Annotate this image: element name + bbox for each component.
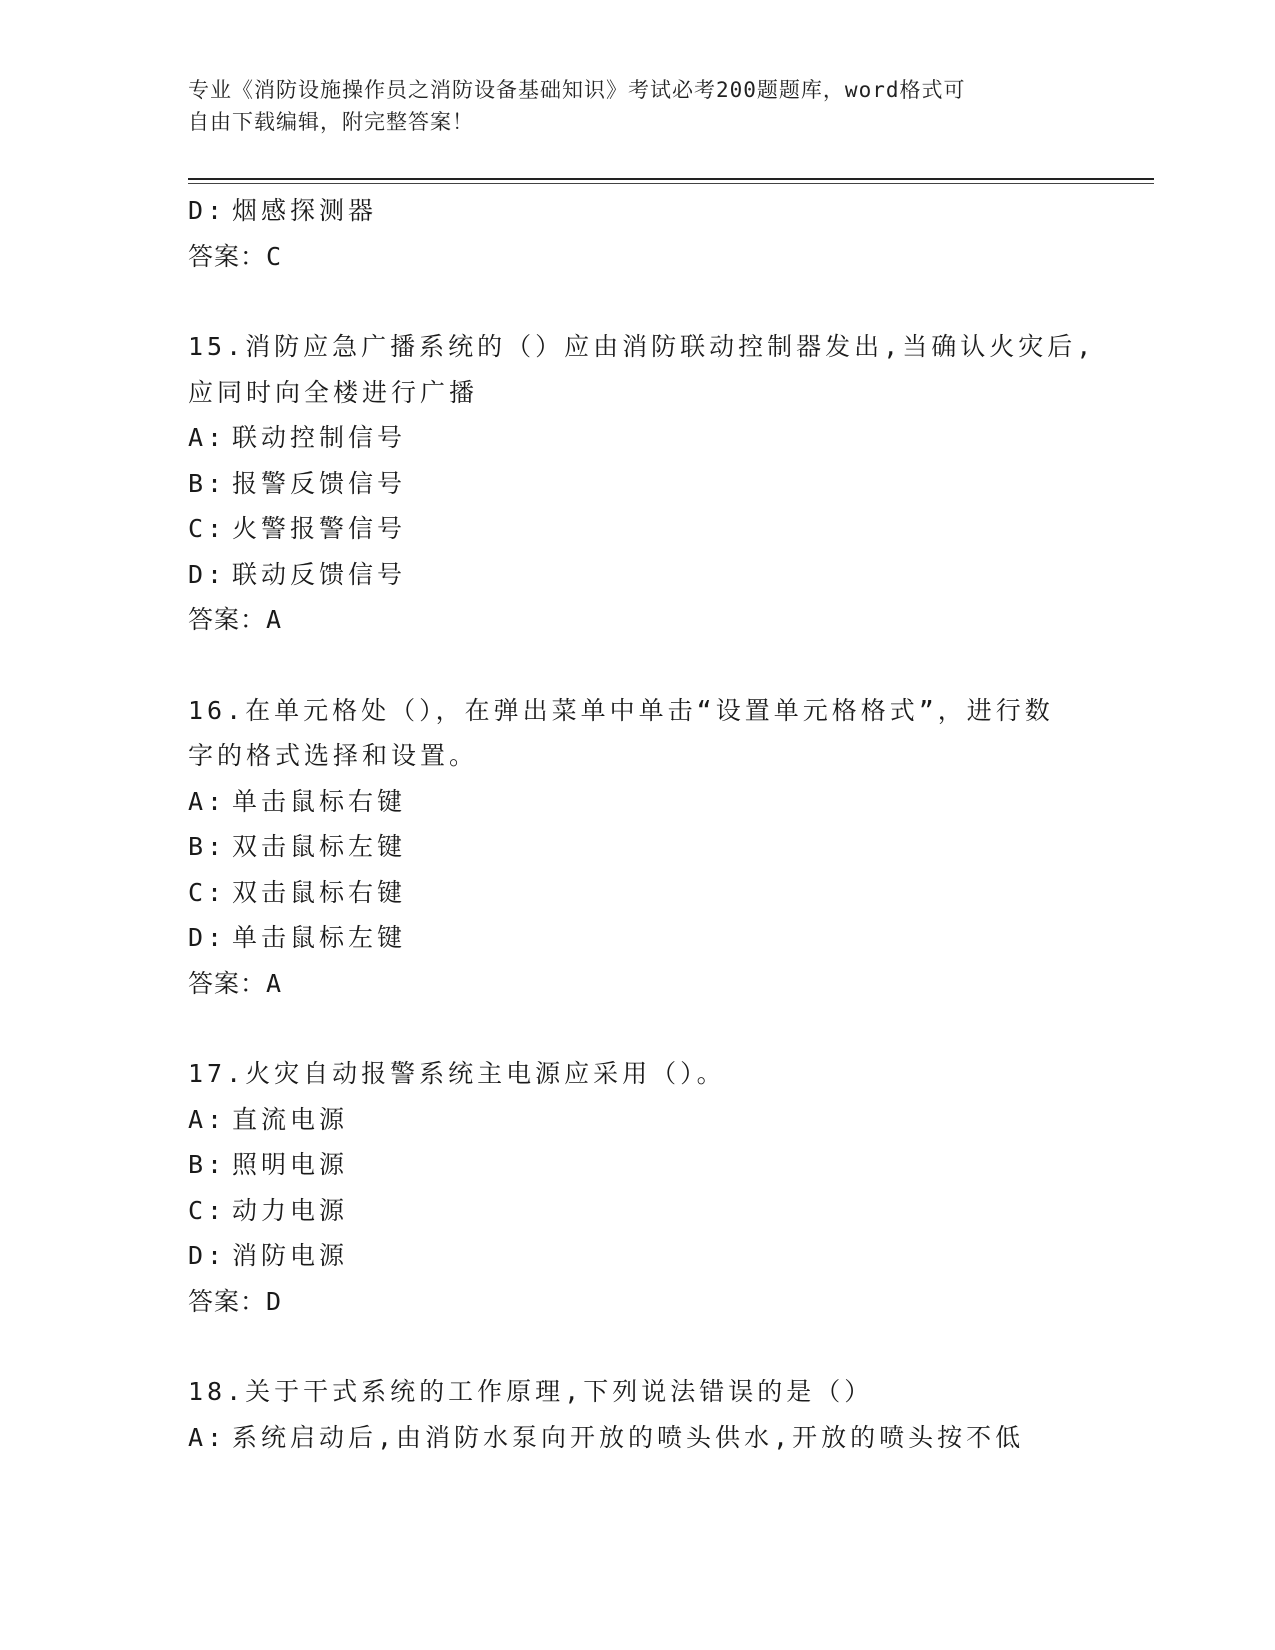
question-18	[188, 1369, 1088, 1460]
question-text-line: 15.消防应急广播系统的（）应由消防联动控制器发出,当确认火灾后,	[188, 332, 1096, 361]
option-key: D:	[188, 1241, 227, 1270]
question-spacer	[188, 1006, 1088, 1051]
answer-label: 答案：	[188, 968, 267, 998]
option-b	[188, 461, 1088, 507]
answer-label: 答案：	[188, 1286, 267, 1316]
option-b	[188, 824, 1088, 870]
option-d	[188, 188, 1088, 234]
header-line-1: 专业《消防设施操作员之消防设备基础知识》考试必考200题题库，word格式可	[188, 78, 966, 102]
option-text: 消防电源	[232, 1241, 349, 1270]
option-key: B:	[188, 468, 227, 498]
option-text: 单击鼠标右键	[232, 786, 407, 816]
question-15	[188, 324, 1096, 643]
question-text-line: 17.火灾自动报警系统主电源应采用（）。	[188, 1059, 726, 1088]
answer-label: 答案：	[188, 241, 267, 271]
option-key: A:	[188, 786, 227, 816]
option-text: 系统启动后,由消防水泵向开放的喷头供水,开放的喷头按不低	[232, 1422, 1025, 1452]
option-text: 双击鼠标左键	[232, 832, 407, 861]
option-a	[188, 415, 1088, 461]
question-spacer	[188, 1324, 1088, 1369]
option-key: C:	[188, 1195, 227, 1225]
option-text: 照明电源	[232, 1150, 349, 1179]
question-text-line: 字的格式选择和设置。	[188, 741, 479, 770]
question-17	[188, 1051, 1088, 1324]
option-key: A:	[188, 423, 227, 452]
option-text: 动力电源	[232, 1195, 349, 1225]
option-key: D:	[188, 196, 227, 225]
answer-label: 答案：	[188, 605, 267, 634]
option-key: B:	[188, 1150, 227, 1179]
question-spacer	[188, 643, 1088, 688]
option-b	[188, 1142, 1088, 1188]
option-key: A:	[188, 1104, 227, 1134]
option-c	[188, 1188, 1088, 1234]
option-a	[188, 1415, 1088, 1461]
header-divider-thin	[188, 183, 1154, 184]
option-key: C:	[188, 877, 227, 907]
option-key: D:	[188, 559, 227, 589]
option-a	[188, 1097, 1088, 1143]
option-d	[188, 552, 1088, 598]
option-text: 烟感探测器	[232, 196, 378, 225]
option-key: A:	[188, 1422, 227, 1452]
option-key: D:	[188, 923, 227, 952]
option-d	[188, 1233, 1088, 1279]
option-key: B:	[188, 832, 227, 861]
header-divider-thick	[188, 178, 1154, 180]
question-16	[188, 688, 1088, 1007]
option-text: 联动控制信号	[232, 423, 407, 452]
question-spacer	[188, 279, 1088, 324]
answer-value: C	[266, 241, 283, 271]
answer-line	[188, 597, 1088, 643]
answer-value: A	[266, 605, 283, 634]
question-text-line: 18.关于干式系统的工作原理,下列说法错误的是（）	[188, 1377, 874, 1406]
option-text: 报警反馈信号	[232, 468, 407, 498]
option-text: 火警报警信号	[232, 514, 407, 543]
option-key: C:	[188, 514, 227, 543]
option-text: 联动反馈信号	[232, 559, 407, 589]
document-header	[188, 74, 1068, 138]
answer-value: D	[266, 1286, 283, 1316]
answer-line	[188, 961, 1088, 1007]
option-a	[188, 779, 1088, 825]
option-text: 单击鼠标左键	[232, 923, 407, 952]
option-c	[188, 870, 1088, 916]
option-c	[188, 506, 1088, 552]
answer-value: A	[266, 968, 283, 998]
question-text-line: 16.在单元格处（），在弹出菜单中单击“设置单元格格式”，进行数	[188, 695, 1054, 725]
answer-line	[188, 234, 1088, 280]
document-body	[188, 188, 1096, 1460]
header-line-2: 自由下载编辑，附完整答案！	[188, 110, 474, 134]
answer-line	[188, 1279, 1088, 1325]
option-d	[188, 915, 1088, 961]
question-text-line: 应同时向全楼进行广播	[188, 377, 479, 407]
option-text: 直流电源	[232, 1104, 349, 1134]
option-text: 双击鼠标右键	[232, 877, 407, 907]
